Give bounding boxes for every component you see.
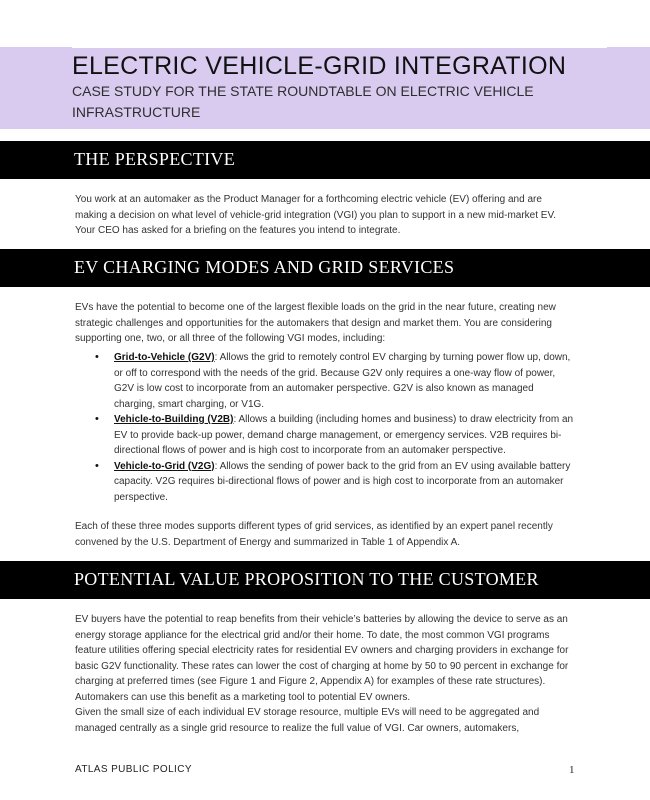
perspective-paragraph: You work at an automaker as the Product Manager for a forthcoming electric vehicle (EV) offering and are making a decision on what level of vehicle-grid integration (VGI) you plan to support in a new mid-market EV. Your CEO has asked for a briefing on the features you intend to integrate.	[75, 194, 556, 236]
bullet-icon: •	[95, 351, 99, 363]
charging-modes-intro-paragraph: EVs have the potential to become one of the largest flexible loads on the grid in the near future, creating new strategic challenges and opportunities for the automakers that design and market them. You are considering supporting one, two, or all three of the following VGI modes, including:	[75, 302, 556, 344]
section-heading-charging-modes: EV CHARGING MODES AND GRID SERVICES	[74, 257, 455, 277]
footer-organization: ATLAS PUBLIC POLICY	[75, 764, 192, 775]
definition-v2b: : Allows a building (including homes and business) to draw electricity from an EV to provide back-up power, demand charge management, or emergency services. V2B requires bi-directional flows of power and is high cost to incorporate from an automaker perspective.	[114, 414, 574, 456]
document-title: ELECTRIC VEHICLE-GRID INTEGRATION	[72, 52, 567, 80]
aggregation-paragraph: Given the small size of each individual EV storage resource, multiple EVs will need to be aggregated and managed centrally as a single grid resource to realize the full value of VGI. Car owners, automakers,	[75, 707, 540, 734]
list-item-v2g	[75, 459, 575, 506]
bullet-icon: •	[95, 413, 99, 425]
bullet-icon: •	[95, 459, 99, 472]
term-g2v: Grid-to-Vehicle (G2V)	[114, 352, 215, 363]
list-item-g2v	[75, 350, 575, 412]
section-bar-value-proposition	[0, 561, 650, 599]
vgi-modes-list	[75, 350, 575, 505]
term-v2b: Vehicle-to-Building (V2B)	[114, 414, 234, 425]
section-heading-perspective: THE PERSPECTIVE	[74, 149, 236, 169]
page-number: 1	[569, 764, 575, 776]
document-subtitle: CASE STUDY FOR THE STATE ROUNDTABLE ON ELECTRIC VEHICLE INFRASTRUCTURE	[72, 83, 534, 120]
definition-g2v: : Allows the grid to remotely control EV charging by turning power flow up, down, or off to correspond with the needs of the grid. Because G2V only requires a one-way flow of power, G2V is low cost to incorporate from an automaker perspective. G2V is also known as managed charging, smart charging, or V1G.	[114, 352, 571, 410]
term-v2g: Vehicle-to-Grid (V2G)	[114, 460, 215, 472]
grid-services-paragraph: Each of these three modes supports different types of grid services, as identified by an expert panel recently convened by the U.S. Department of Energy and summarized in Table 1 of Appendix A.	[75, 521, 553, 548]
definition-v2g: : Allows the sending of power back to the grid from an EV using available battery capacity. V2G requires bi-directional flows of power and is high cost to incorporate from an automaker perspective.	[114, 460, 571, 503]
section-bar-perspective	[0, 141, 650, 179]
title-rule	[72, 47, 607, 48]
section-heading-value-proposition: POTENTIAL VALUE PROPOSITION TO THE CUSTOMER	[74, 569, 539, 589]
value-proposition-paragraph: EV buyers have the potential to reap benefits from their vehicle’s batteries by allowing the device to serve as an energy storage appliance for the electrical grid and/or their home. To date, the most common VGI programs feature utilities offering special electricity rates for residential EV owners and charging providers in exchange for basic G2V functionality. These rates can lower the cost of charging at home by 50 to 90 percent in exchange for charging at preferred times (see Figure 1 and Figure 2, Appendix A) for examples of these rate structures). Automakers can use this benefit as a marketing tool to potential EV owners.	[75, 614, 569, 703]
list-item-v2b	[75, 412, 575, 459]
section-bar-charging-modes	[0, 249, 650, 287]
